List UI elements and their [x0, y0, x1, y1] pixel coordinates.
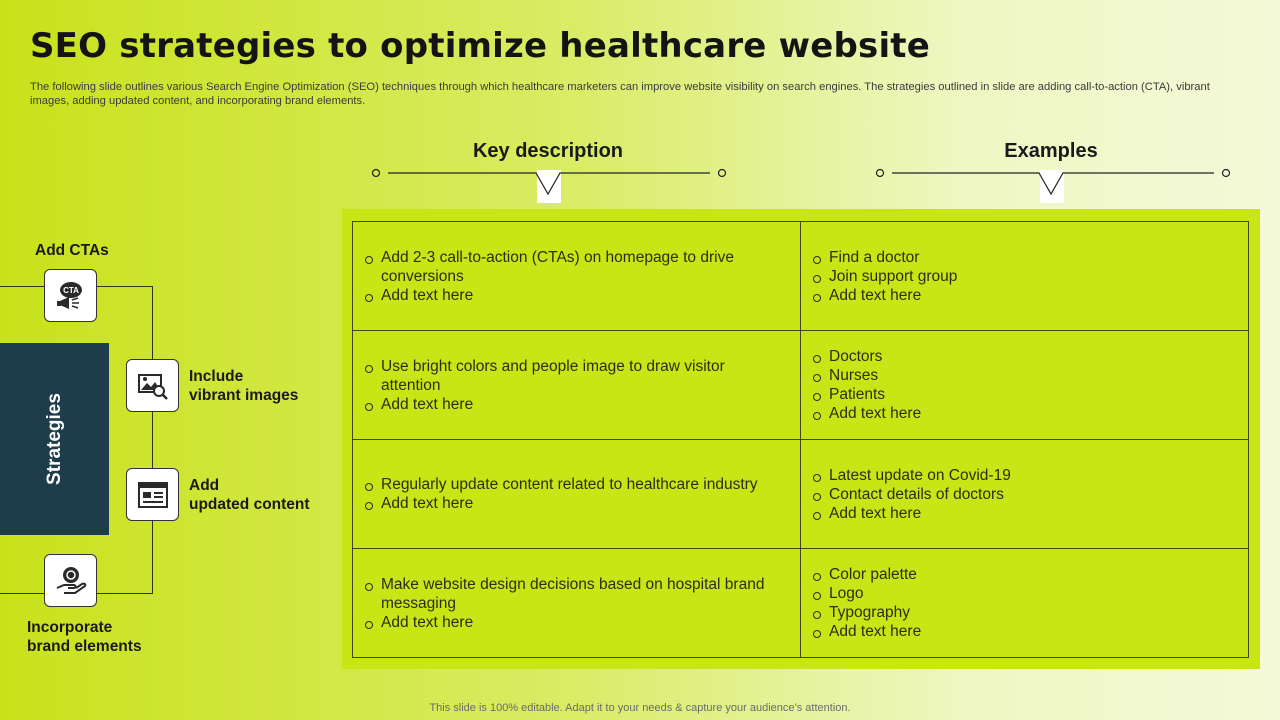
strategy-label-cta: [35, 241, 109, 260]
strategy-icon-box-content: [126, 468, 179, 521]
examples-cell-list: [813, 347, 1236, 423]
strategies-label: Strategies: [43, 393, 65, 485]
list-item: Add text here: [365, 286, 788, 305]
image-search-icon: [136, 369, 170, 403]
description-cell: [353, 331, 801, 440]
list-item: Add text here: [813, 504, 1236, 523]
list-item: Logo: [813, 584, 1236, 603]
list-item: Find a doctor: [813, 248, 1236, 267]
strategy-label-line: Incorporate: [27, 619, 113, 636]
brand-hand-icon: [54, 564, 88, 598]
list-item: Add 2-3 call-to-action (CTAs) on homepage to drive conversions: [365, 248, 788, 286]
strategy-label-line: brand elements: [27, 638, 142, 655]
strategy-label-line: vibrant images: [189, 387, 299, 404]
list-item: Add text here: [813, 622, 1236, 641]
key-description-header: [368, 140, 728, 205]
list-item: Nurses: [813, 366, 1236, 385]
strategy-icon-box-cta: [44, 269, 97, 322]
table-row: [353, 440, 1249, 549]
examples-label: Examples: [1004, 140, 1098, 162]
list-item: Join support group: [813, 267, 1236, 286]
examples-cell: [801, 440, 1249, 549]
strategy-label-line: Include: [189, 368, 244, 385]
list-item: Color palette: [813, 565, 1236, 584]
strategy-label-line: Add CTAs: [35, 242, 109, 259]
key-description-label: Key description: [472, 140, 624, 162]
list-item: Regularly update content related to healthcare industry: [365, 475, 788, 494]
table-row: [353, 222, 1249, 331]
description-cell-list: [365, 575, 788, 632]
examples-cell-list: [813, 565, 1236, 641]
table-row: [353, 549, 1249, 658]
strategy-table: [352, 221, 1249, 658]
table-row: [353, 331, 1249, 440]
strategies-panel: [0, 343, 109, 535]
header-connector-decoration: [871, 160, 1231, 205]
strategy-table-panel: [342, 209, 1260, 669]
strategy-label-content: [189, 476, 310, 514]
list-item: Contact details of doctors: [813, 485, 1236, 504]
strategy-label-images: [189, 367, 298, 405]
examples-cell-list: [813, 248, 1236, 305]
strategy-label-line: Add: [189, 477, 220, 494]
page-subtitle: The following slide outlines various Search Engine Optimization (SEO) techniques through which healthcare marketers can improve website visibility on search engines. The strategies outlined in slide are adding call-to-action (CTA), vibrant images, adding updated content, and incorporating brand elements.: [30, 81, 1210, 107]
description-cell-list: [365, 475, 788, 513]
examples-cell: [801, 331, 1249, 440]
list-item: Patients: [813, 385, 1236, 404]
description-cell-list: [365, 248, 788, 305]
description-cell-list: [365, 357, 788, 414]
strategy-label-brand: [27, 618, 142, 656]
cta-icon-text: CTA: [62, 285, 79, 295]
page-title: SEO strategies to optimize healthcare website: [30, 26, 931, 66]
description-cell: [353, 549, 801, 658]
list-item: Add text here: [365, 494, 788, 513]
strategy-icon-box-images: [126, 359, 179, 412]
list-item: Add text here: [365, 395, 788, 414]
list-item: Typography: [813, 603, 1236, 622]
list-item: Make website design decisions based on hospital brand messaging: [365, 575, 788, 613]
strategy-icon-box-brand: [44, 554, 97, 607]
news-content-icon: [136, 478, 170, 512]
examples-cell: [801, 222, 1249, 331]
cta-megaphone-icon: [54, 279, 88, 313]
footer-note: This slide is 100% editable. Adapt it to your needs & capture your audience’s attention.: [429, 702, 851, 714]
description-cell: [353, 222, 801, 331]
description-cell: [353, 440, 801, 549]
list-item: Latest update on Covid-19: [813, 466, 1236, 485]
list-item: Add text here: [813, 286, 1236, 305]
examples-cell: [801, 549, 1249, 658]
list-item: Use bright colors and people image to draw visitor attention: [365, 357, 788, 395]
strategy-label-line: updated content: [189, 496, 310, 513]
list-item: Add text here: [813, 404, 1236, 423]
list-item: Doctors: [813, 347, 1236, 366]
examples-header: [871, 140, 1231, 205]
examples-cell-list: [813, 466, 1236, 523]
list-item: Add text here: [365, 613, 788, 632]
header-connector-decoration: [368, 160, 728, 205]
